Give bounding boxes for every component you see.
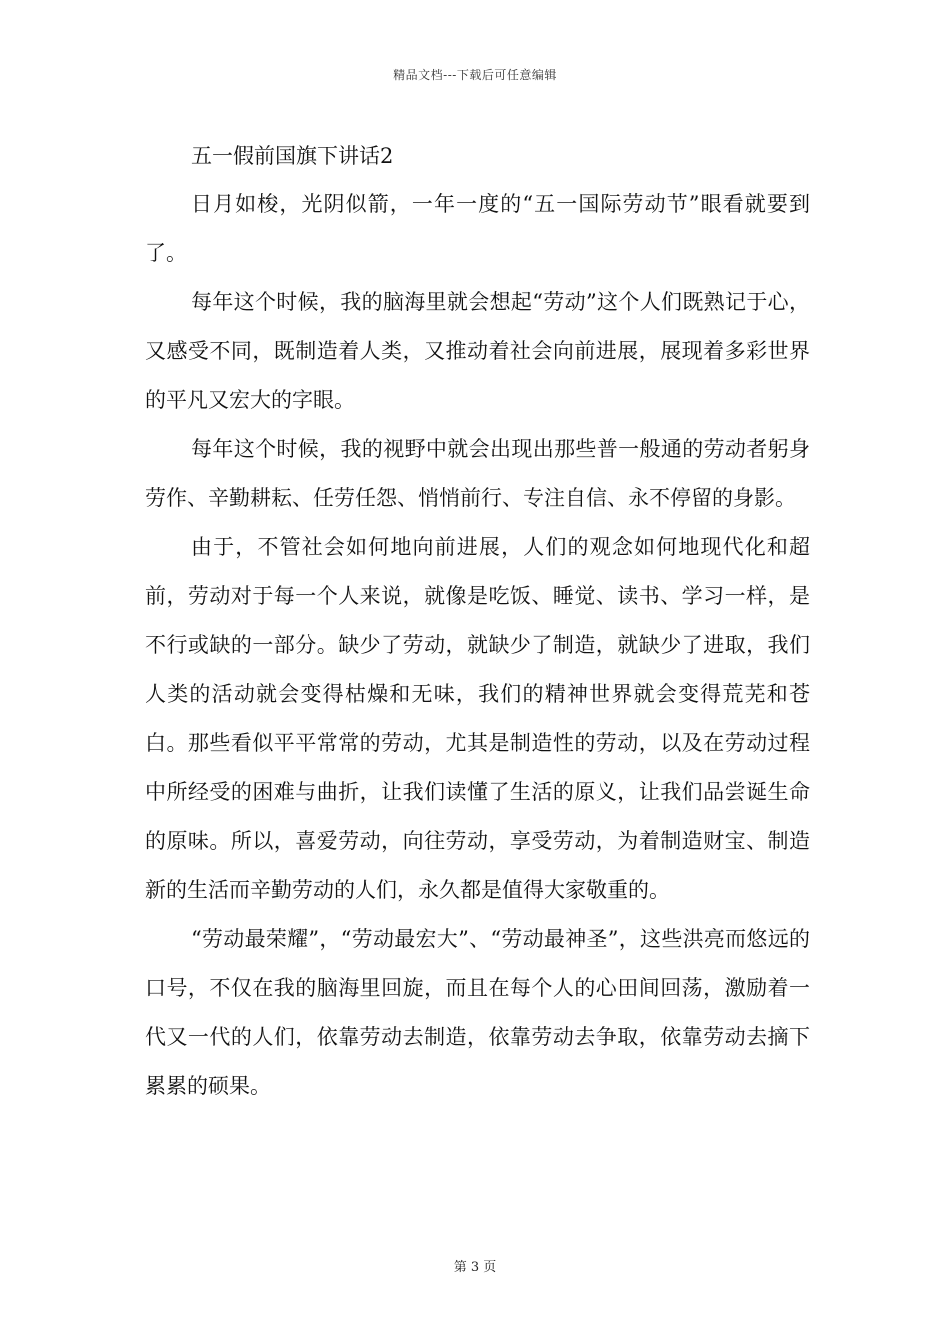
page-number: 第 3 页 — [453, 1260, 497, 1275]
paragraph-3: 每年这个时候，我的视野中就会出现出那些普一般通的劳动者躬身劳作、辛勤耕耘、任劳任怨、悄悄前行、专注自信、永不停留的身影。 — [145, 437, 810, 510]
paragraph-2: 每年这个时候，我的脑海里就会想起“劳动”这个人们既熟记于心，又感受不同，既制造着人类，又推动着社会向前进展，展现着多彩世界的平凡又宏大的字眼。 — [145, 290, 810, 412]
document-title: 五一假前国旗下讲话2 — [191, 144, 394, 168]
paragraph-1: 日月如梭，光阴似箭，一年一度的“五一国际劳动节”眼看就要到了。 — [145, 192, 810, 265]
paragraph-4: 由于，不管社会如何地向前进展，人们的观念如何地现代化和超前，劳动对于每一个人来说，就像是吃饭、睡觉、读书、学习一样，是不行或缺的一部分。缺少了劳动，就缺少了制造，就缺少了进取，我们人类的活动就会变得枯燥和无味，我们的精神世界就会变得荒芜和苍白。那些看似平平常常的劳动，尤其是制造性的劳动，以及在劳动过程中所经受的困难与曲折，让我们读懂了生活的原义，让我们品尝诞生命的原味。所以，喜爱劳动，向往劳动，享受劳动，为着制造财宝、制造新的生活而辛勤劳动的人们，永久都是值得大家敬重的。 — [145, 535, 810, 902]
page-header: 精品文档---下载后可任意编辑 — [393, 68, 557, 82]
document-body — [145, 132, 810, 1111]
paragraph-5: “劳动最荣耀”，“劳动最宏大”、“劳动最神圣”，这些洪亮而悠远的口号，不仅在我的脑海里回旋，而且在每个人的心田间回荡，激励着一代又一代的人们，依靠劳动去制造，依靠劳动去争取，依靠劳动去摘下累累的硕果。 — [145, 927, 810, 1098]
